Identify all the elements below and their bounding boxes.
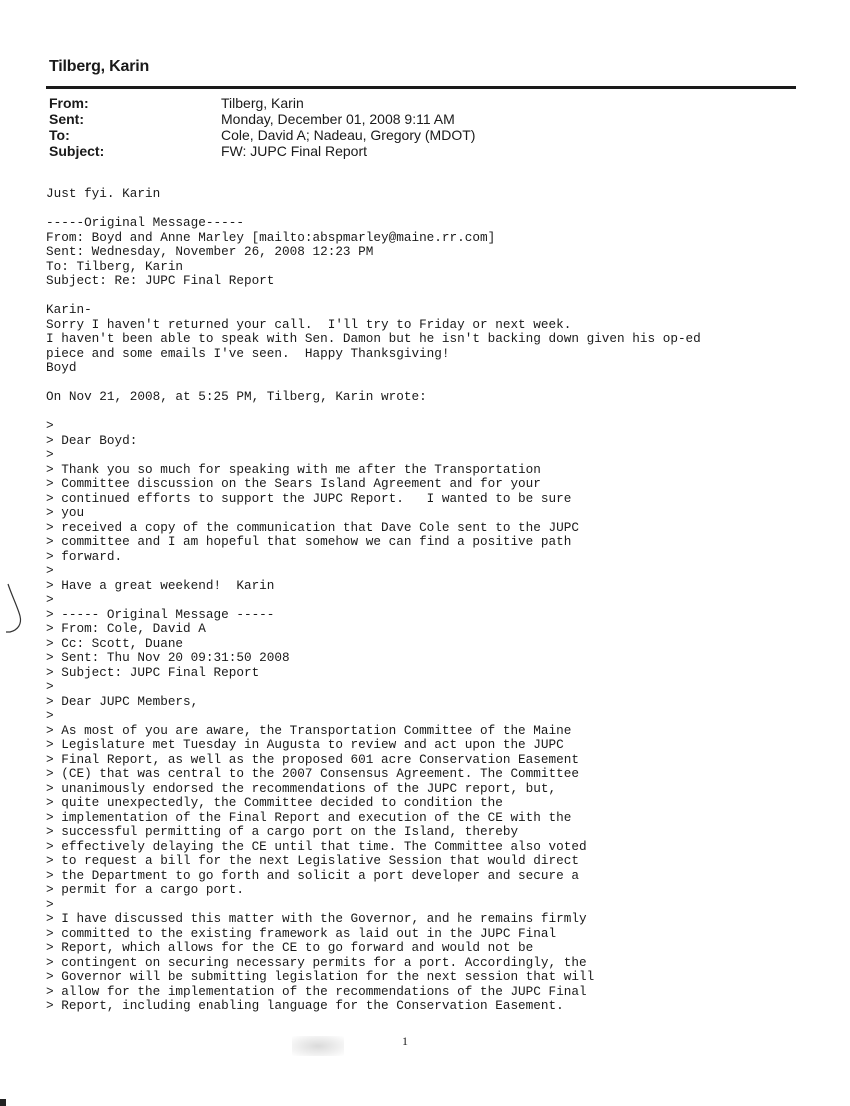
document-title: Tilberg, Karin [49,58,150,75]
body-line: > Dear Boyd: [46,432,138,448]
body-line: > Report, which allows for the CE to go forward and would not be [46,940,534,955]
header-label: Sent: [49,111,84,127]
body-line: > I have discussed this matter with the Governor, and he remains firmly [46,911,587,926]
header-row-to [49,127,475,143]
body-line: > effectively delaying the CE until that time. The Committee also voted [46,838,587,854]
header-row-sent [49,111,475,127]
body-line: > Sent: Thu Nov 20 09:31:50 2008 [46,650,290,665]
body-line: > permit for a cargo port. [46,882,244,897]
email-header [49,95,475,159]
scan-edge-mark [0,1099,6,1106]
body-line: On Nov 21, 2008, at 5:25 PM, Tilberg, Karin wrote: [46,389,427,404]
body-line: I haven't been able to speak with Sen. Damon but he isn't backing down given his op-ed [46,331,701,346]
body-line: -----Original Message----- [46,215,244,230]
body-line: > As most of you are aware, the Transportation Committee of the Maine [46,722,572,738]
body-line [46,202,826,217]
body-line: > continued efforts to support the JUPC Report. I wanted to be sure [46,490,572,506]
body-line: > the Department to go forth and solicit a port developer and secure a [46,867,579,883]
body-line: Boyd [46,360,77,375]
body-line [46,405,826,420]
body-line: > [46,708,54,723]
body-line: > [46,447,54,462]
body-line: > Have a great weekend! Karin [46,577,275,593]
body-line: > contingent on securing necessary permits for a port. Accordingly, the [46,954,587,970]
header-label: To: [49,127,70,143]
body-line: > ----- Original Message ----- [46,606,275,622]
header-value: FW: JUPC Final Report [221,143,367,159]
body-line: > [46,896,54,912]
body-line: To: Tilberg, Karin [46,258,184,274]
body-line: > committed to the existing framework as laid out in the JUPC Final [46,925,557,941]
body-line: > [46,418,54,433]
body-line: Subject: Re: JUPC Final Report [46,273,275,288]
title-rule [46,86,796,89]
body-line: > allow for the implementation of the recommendations of the JUPC Final [46,983,587,999]
body-line: > forward. [46,548,123,564]
page-number: 1 [402,1034,408,1048]
body-line [46,289,826,304]
body-line: > Final Report, as well as the proposed 601 acre Conservation Easement [46,751,579,767]
header-label: From: [49,95,89,111]
body-line: > (CE) that was central to the 2007 Consensus Agreement. The Committee [46,766,579,781]
body-line: > [46,563,54,578]
body-line: > Cc: Scott, Duane [46,635,184,651]
body-line: > From: Cole, David A [46,621,206,636]
header-value: Monday, December 01, 2008 9:11 AM [221,111,455,127]
body-line: piece and some emails I've seen. Happy Thanksgiving! [46,345,450,361]
body-line: > Governor will be submitting legislation for the next session that will [46,969,595,984]
scan-smudge [292,1036,344,1056]
header-value: Cole, David A; Nadeau, Gregory (MDOT) [221,127,476,143]
header-row-subject [49,143,475,159]
body-line: > successful permitting of a cargo port on the Island, thereby [46,824,519,839]
header-row-from [49,95,475,111]
body-line [46,376,826,391]
body-line: > quite unexpectedly, the Committee decided to condition the [46,795,503,810]
email-body [46,187,826,1014]
body-line: > Committee discussion on the Sears Island Agreement and for your [46,476,541,491]
body-line: > committee and I am hopeful that somehow we can find a positive path [46,534,572,549]
body-line: > Thank you so much for speaking with me after the Transportation [46,461,541,477]
body-line: > Dear JUPC Members, [46,693,199,709]
body-line: > [46,679,54,694]
body-line: Sent: Wednesday, November 26, 2008 12:23 PM [46,244,374,259]
body-line: > Legislature met Tuesday in Augusta to review and act upon the JUPC [46,737,564,752]
body-line: > implementation of the Final Report and execution of the CE with the [46,809,572,825]
body-line: Karin- [46,302,92,317]
body-line: > you [46,505,85,520]
body-line: From: Boyd and Anne Marley [mailto:abspmarley@maine.rr.com] [46,229,496,245]
body-line: > to request a bill for the next Legislative Session that would direct [46,853,579,868]
handwritten-bracket-mark [4,582,26,638]
body-line: > Report, including enabling language for the Conservation Easement. [46,998,564,1013]
body-line: > Subject: JUPC Final Report [46,664,260,680]
body-line: Sorry I haven't returned your call. I'll try to Friday or next week. [46,316,572,332]
body-line: > [46,592,54,607]
body-line: > unanimously endorsed the recommendations of the JUPC report, but, [46,780,557,796]
header-label: Subject: [49,143,105,159]
header-value: Tilberg, Karin [221,95,304,111]
body-line: Just fyi. Karin [46,186,161,201]
body-line: > received a copy of the communication that Dave Cole sent to the JUPC [46,519,579,535]
